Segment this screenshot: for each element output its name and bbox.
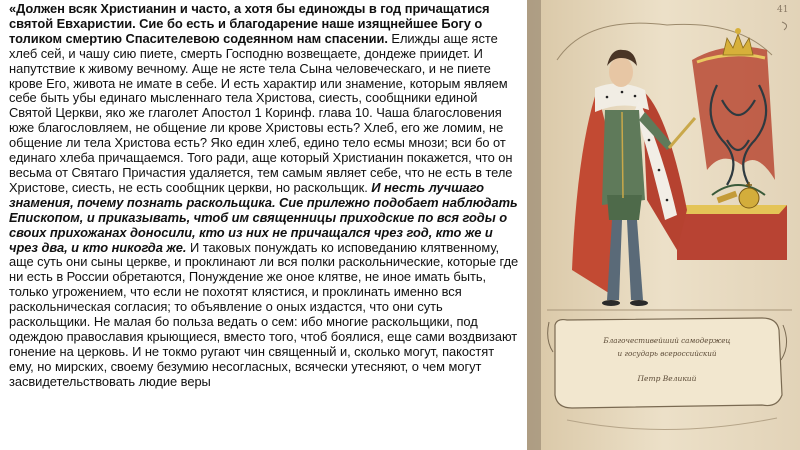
coat-skirt <box>607 195 642 220</box>
article-paragraph <box>9 2 519 390</box>
body-text-2: И таковых понуждать ко исповеданию клятвенному, аще суть они сыны церкве, и проклинают ли вся полки раскольнические, которые где ни есть в России обретаются, Понуждение же оное клятве, не иное имать быть, только угрожением, что если не похотят клястися, и проклинать именно вся раскольническая согласия; то объявление о оных издастся, что они суть раскольщики. Не малая бо польза ведать о сем: ибо многие раскольщики, под одеждою православия крыющиеся, вместо того, чтоб боялися, еще сами воздвизают гонение на церковь. И не токмо ругают чин священный и, сколько могут, пакостят ему, но мирских, своему безумию несогласных, всячески утесняют, о чем могут засвидетельствовать людие веры <box>9 239 519 389</box>
cartouche-line-3: Петр Великий <box>637 374 697 383</box>
page-binding-edge <box>527 0 541 450</box>
cartouche-line-1: Благочестивейший самодержец <box>603 336 731 345</box>
portrait-of-peter-the-great <box>527 0 800 450</box>
cartouche-line-2: и государь всероссийский <box>617 349 717 358</box>
crown-orb-top <box>735 28 741 34</box>
page-number: 41 <box>777 5 789 15</box>
manuscript-illustration <box>527 0 800 450</box>
right-shoe <box>630 300 648 306</box>
emphasis-bold-italic-text: И несть лучшаго знамения, почему познать раскольщика. Сие прилежно подобает наблюдать Епископом, и приказывать, чтоб им священницы приходские по вся годы о своих прихожанах доносили, кто из них не причащался чрез год, кто же и чрез два, и кто никогда же. <box>9 179 518 255</box>
tablecloth-gold-border <box>677 205 787 214</box>
face <box>609 57 633 87</box>
coat-buttons-line <box>622 112 623 198</box>
orb-icon <box>739 188 759 208</box>
left-shoe <box>602 300 620 306</box>
article-text <box>9 2 519 448</box>
intro-bold-text: «Должен всяк Христианин и часто, а хотя бы единожды в год причащатися святой Евхаристии. Сие бо есть и благодарение наше изящнейшее Богу о толиком смертию Спасителевою содеянном нам спасении. <box>9 2 490 46</box>
inscription-cartouche <box>555 318 782 408</box>
body-text-1: Елижды аще ясте хлеб сей, и чашу сию пиете, смерть Господню возвещаете, дондеже приидет. И напутствие к живому вечному. Аще не ясте тела Сына человеческаго, и не пиете крове Его, живота не имате в себе. И есть характир или знамение, которым являем себе быть убы единаго мысленнаго тела Христова, сиесть, сообщники единой Святой Церкви, яко же глаголет Апостол 1 Коринф. глава 10. Чаша благословения юже благословляем, не общение ли крове Христовы есть? Хлеб, его же ломим, не общение ли тела Христова есть? Яко един хлеб, едино тело есмы мнози; вси бо от единаго хлеба причащаемся. Того ради, аще который Христианин покажется, что он весьма от Святаго Причастия удаляется, тем самым являет себе, что не есть в теле Христове, сиесть, не есть сообщник церкви, но раскольщик. <box>9 30 513 195</box>
